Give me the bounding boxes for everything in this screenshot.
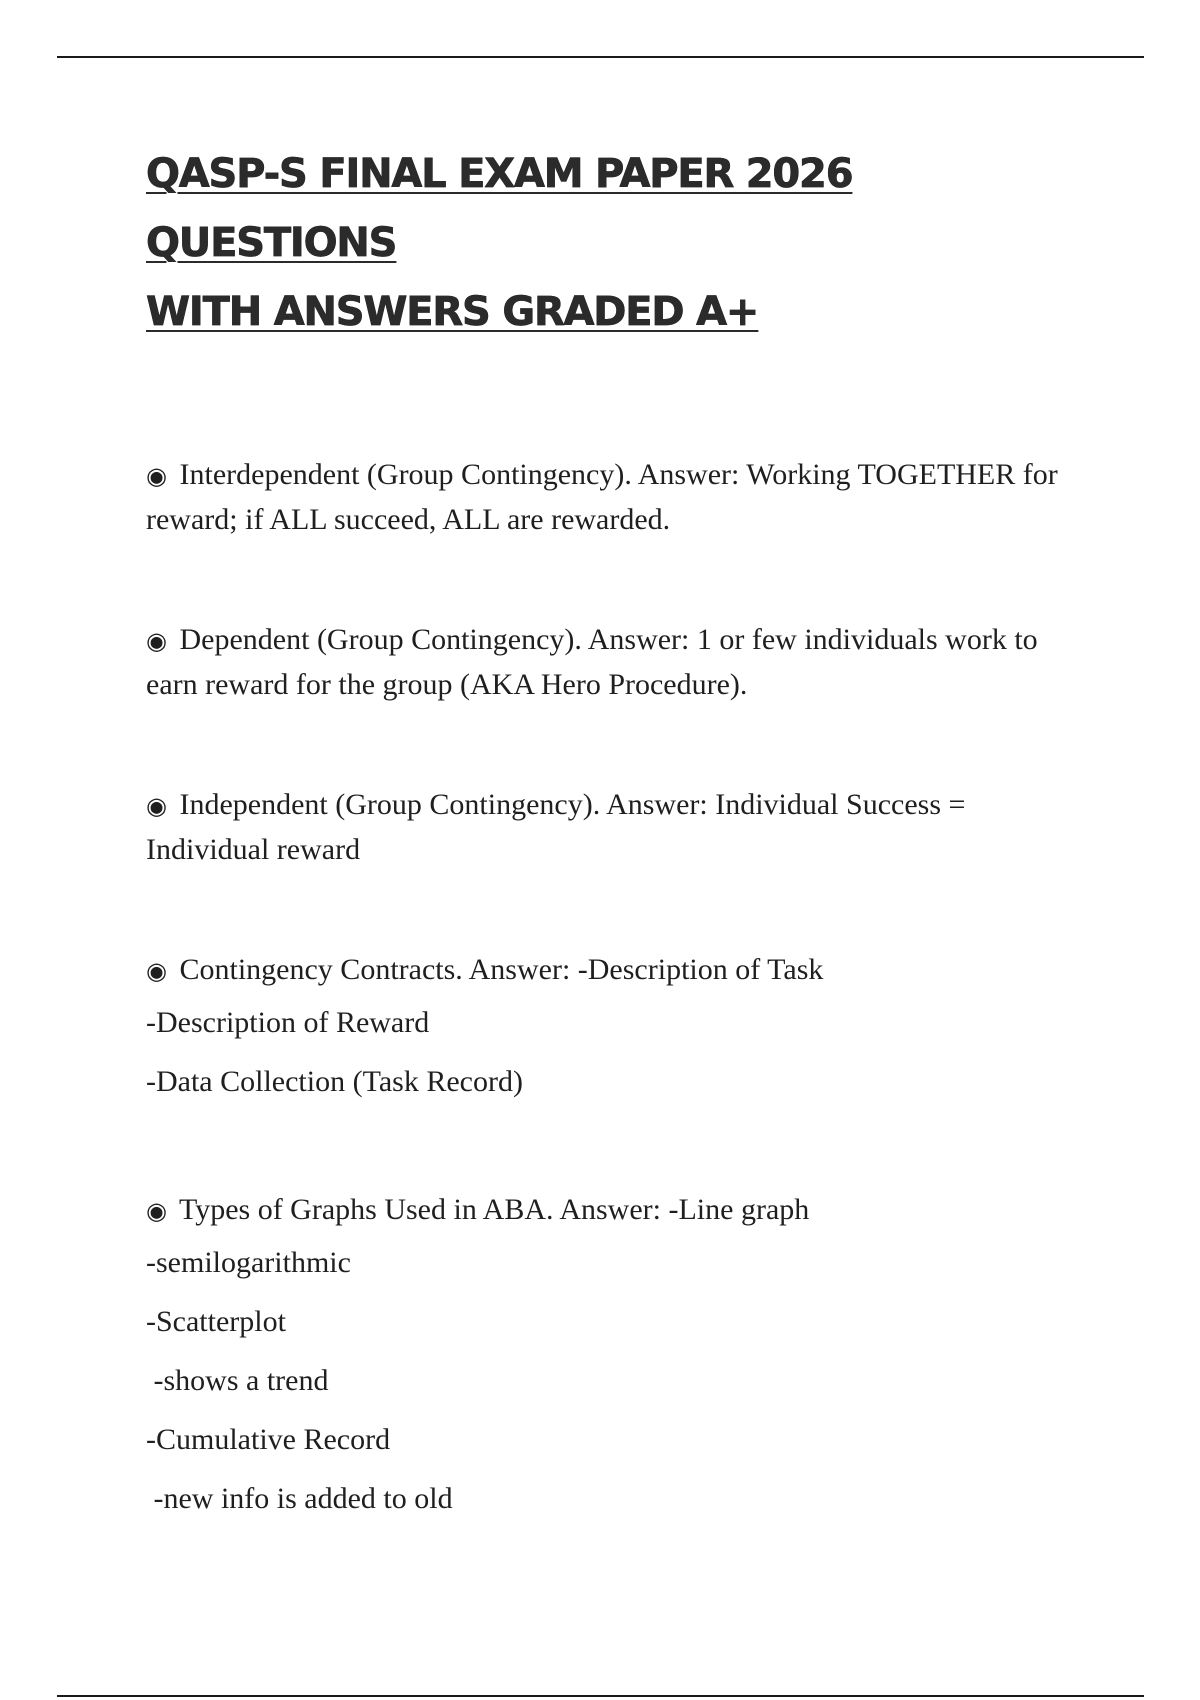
radio-bullet-icon: ◉: [146, 792, 167, 820]
answer-line: -Scatterplot: [146, 1305, 286, 1338]
document-page: [146, 140, 1086, 1605]
radio-bullet-icon: ◉: [146, 957, 167, 985]
bottom-rule: [57, 1695, 1144, 1697]
answer-line: -Description of Reward: [146, 1006, 430, 1039]
answer-line: -shows a trend: [146, 1364, 329, 1397]
qa-item: [146, 618, 1086, 706]
document-title: [146, 140, 1086, 347]
top-rule: [57, 56, 1144, 58]
radio-bullet-icon: ◉: [146, 462, 167, 490]
answer-line: -semilogarithmic: [146, 1246, 351, 1279]
answer-line: -Cumulative Record: [146, 1423, 391, 1456]
qa-item: [146, 783, 1086, 871]
qa-list: [146, 453, 1086, 1528]
qa-item: [146, 948, 1086, 1111]
qa-first-line: [146, 1193, 809, 1226]
qa-item: [146, 453, 1086, 541]
qa-text: Interdependent (Group Contingency). Answer: Working TOGETHER for reward; if ALL succeed, ALL are rewarded.: [146, 458, 1058, 536]
qa-text: Independent (Group Contingency). Answer: Individual Success = Individual reward: [146, 788, 966, 866]
qa-first-line: [146, 953, 823, 986]
title-line-2: WITH ANSWERS GRADED A+: [146, 289, 759, 335]
title-line-1: QASP-S FINAL EXAM PAPER 2026 QUESTIONS: [146, 151, 853, 266]
answer-line: -Data Collection (Task Record): [146, 1065, 523, 1098]
qa-text: Dependent (Group Contingency). Answer: 1 or few individuals work to earn reward for the group (AKA Hero Procedure).: [146, 623, 1038, 701]
qa-text: Types of Graphs Used in ABA. Answer: -Line graph: [178, 1193, 810, 1226]
answer-line: -new info is added to old: [146, 1482, 453, 1515]
radio-bullet-icon: ◉: [146, 627, 167, 655]
radio-bullet-icon: ◉: [146, 1197, 167, 1225]
qa-text: Contingency Contracts. Answer: -Description of Task: [179, 953, 824, 986]
qa-item: [146, 1188, 1086, 1528]
